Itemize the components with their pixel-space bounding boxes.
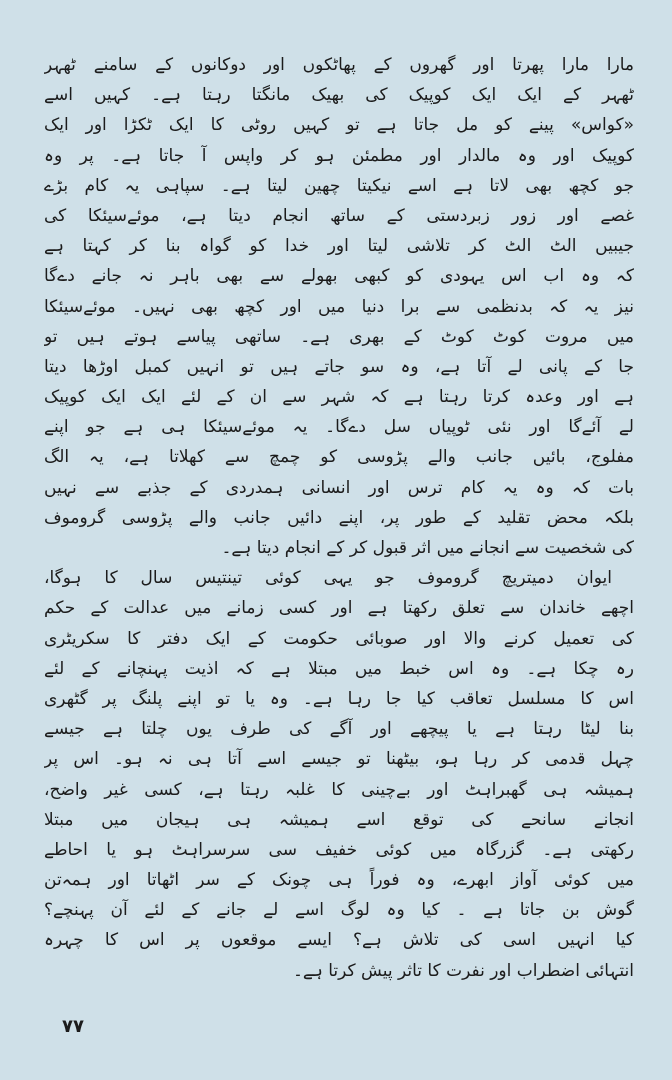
text-line: «کواس» پینے کو مل جاتا ہے تو کہیں روٹی کا ایک ٹکڑا اور ایک xyxy=(44,115,634,136)
text-line: چہل قدمی کر رہا ہو، بیٹھنا تو جیسے اسے آتا ہی نہ ہو۔ اس پر xyxy=(44,749,634,770)
page-number: ٧٧ xyxy=(62,1016,84,1037)
text-line: بنا لیٹا رہتا ہے یا پیچھے اور آگے کی طرف یوں چلتا ہے جیسے xyxy=(44,719,634,740)
text-line: کیا انہیں اسی کی تلاش ہے؟ ایسے موقعوں پر اس کا چہرہ xyxy=(44,930,634,951)
text-line: کوپیک اور وہ مالدار اور مطمئن ہو کر واپس آ جاتا ہے۔ پر وہ xyxy=(44,145,634,166)
text-line: جیبیں الٹ الٹ کر تلاشی لیتا اور خدا کو گواہ بنا کر کہتا ہے xyxy=(44,236,634,257)
text-line: مارا مارا پھرتا اور گھروں کے پھاٹکوں اور دوکانوں کے سامنے ٹھہر xyxy=(44,55,634,75)
text-line: مفلوج، بائیں جانب والے پڑوسی کو چمچ سے کھلاتا ہے، یہ الگ xyxy=(44,447,634,468)
text-line: نیز یہ کہ بدنظمی سے برا دنیا میں اور کچھ بھی نہیں۔ موئےسیئکا xyxy=(44,296,634,317)
text-line: جا کے پانی لے آتا ہے، وہ سو جاتے ہیں تو انہیں کمبل اوڑھا دیتا xyxy=(44,356,634,377)
text-line: غصے اور زور زبردستی کے ساتھ انجام دیتا ہے، موئےسیئکا کی xyxy=(44,205,634,226)
text-line: گوش بن جاتا ہے ۔ کیا وہ لوگ اسے لے جانے کے لئے آن پہنچے؟ xyxy=(44,900,634,921)
text-line: ٹھہر کے ایک ایک کوپیک کی بھیک مانگتا رہتا ہے۔ کہیں اسے xyxy=(44,85,634,106)
text-line: ایوان دمیتریچ گروموف جو یہی کوئی تینتیس سال کا ہوگا، xyxy=(44,568,612,589)
text-line: انجانے سانحے کی توقع اسے ہمیشہ ہی ہیجان میں مبتلا xyxy=(44,809,634,830)
text-line: بات کہ وہ یہ کام ترس اور انسانی ہمدردی کے جذبے سے نہیں xyxy=(44,477,634,498)
text-line: کہ وہ اب اس یہودی کو کبھی بھولے سے بھی باہر نہ جانے دےگا xyxy=(44,266,634,287)
text-line: رہ چکا ہے۔ وہ اس خبط میں مبتلا ہے کہ اذیت پہنچانے کے لئے xyxy=(44,658,634,679)
text-line: انتہائی اضطراب اور نفرت کا تاثر پیش کرتا ہے۔ xyxy=(292,960,634,981)
text-line: لے آئےگا اور نئی ٹوپیاں سل دےگا۔ یہ موئےسیئکا ہی ہے جو اپنے xyxy=(44,417,634,438)
text-line: میں مروت کوٹ کوٹ کے بھری ہے۔ ساتھی پیاسے ہوتے ہیں تو xyxy=(44,326,634,347)
text-line: کی شخصیت سے انجانے میں اثر قبول کر کے انجام دیتا ہے۔ xyxy=(221,538,634,558)
body-text xyxy=(44,50,634,986)
text-line: بلکہ محض تقلید کے طور پر، اپنے دائیں جانب والے پڑوسی گروموف xyxy=(44,507,634,528)
text-line: اس کا مسلسل تعاقب کیا جا رہا ہے۔ وہ یا تو اپنے پلنگ پر گٹھری xyxy=(44,688,634,709)
text-line: جو کچھ بھی لاتا ہے اسے نیکیتا چھین لیتا ہے۔ سپاہی یہ کام بڑے xyxy=(44,175,634,196)
text-line: ہمیشہ ہی گھبراہٹ اور بےچینی کا غلبہ رہتا ہے، کسی غیر واضح، xyxy=(44,779,634,800)
text-line: رکھتی ہے۔ گزرگاہ میں کوئی خفیف سی سرسراہٹ ہو یا احاطے xyxy=(44,839,634,860)
text-line: ہے اور وعدہ کرتا رہتا ہے کہ شہر سے ان کے لئے ایک ایک کوپیک xyxy=(44,387,634,408)
text-line: میں کوئی آواز ابھرے، وہ فوراً ہی چونک کے سر اٹھاتا اور ہمہ‌تن xyxy=(44,870,634,891)
text-line: کی تعمیل کرنے والا اور صوبائی حکومت کے ایک دفتر کا سکریٹری xyxy=(44,628,634,649)
text-line: اچھے خاندان سے تعلق رکھتا ہے اور کسی زمانے میں عدالت کے حکم xyxy=(44,598,634,619)
